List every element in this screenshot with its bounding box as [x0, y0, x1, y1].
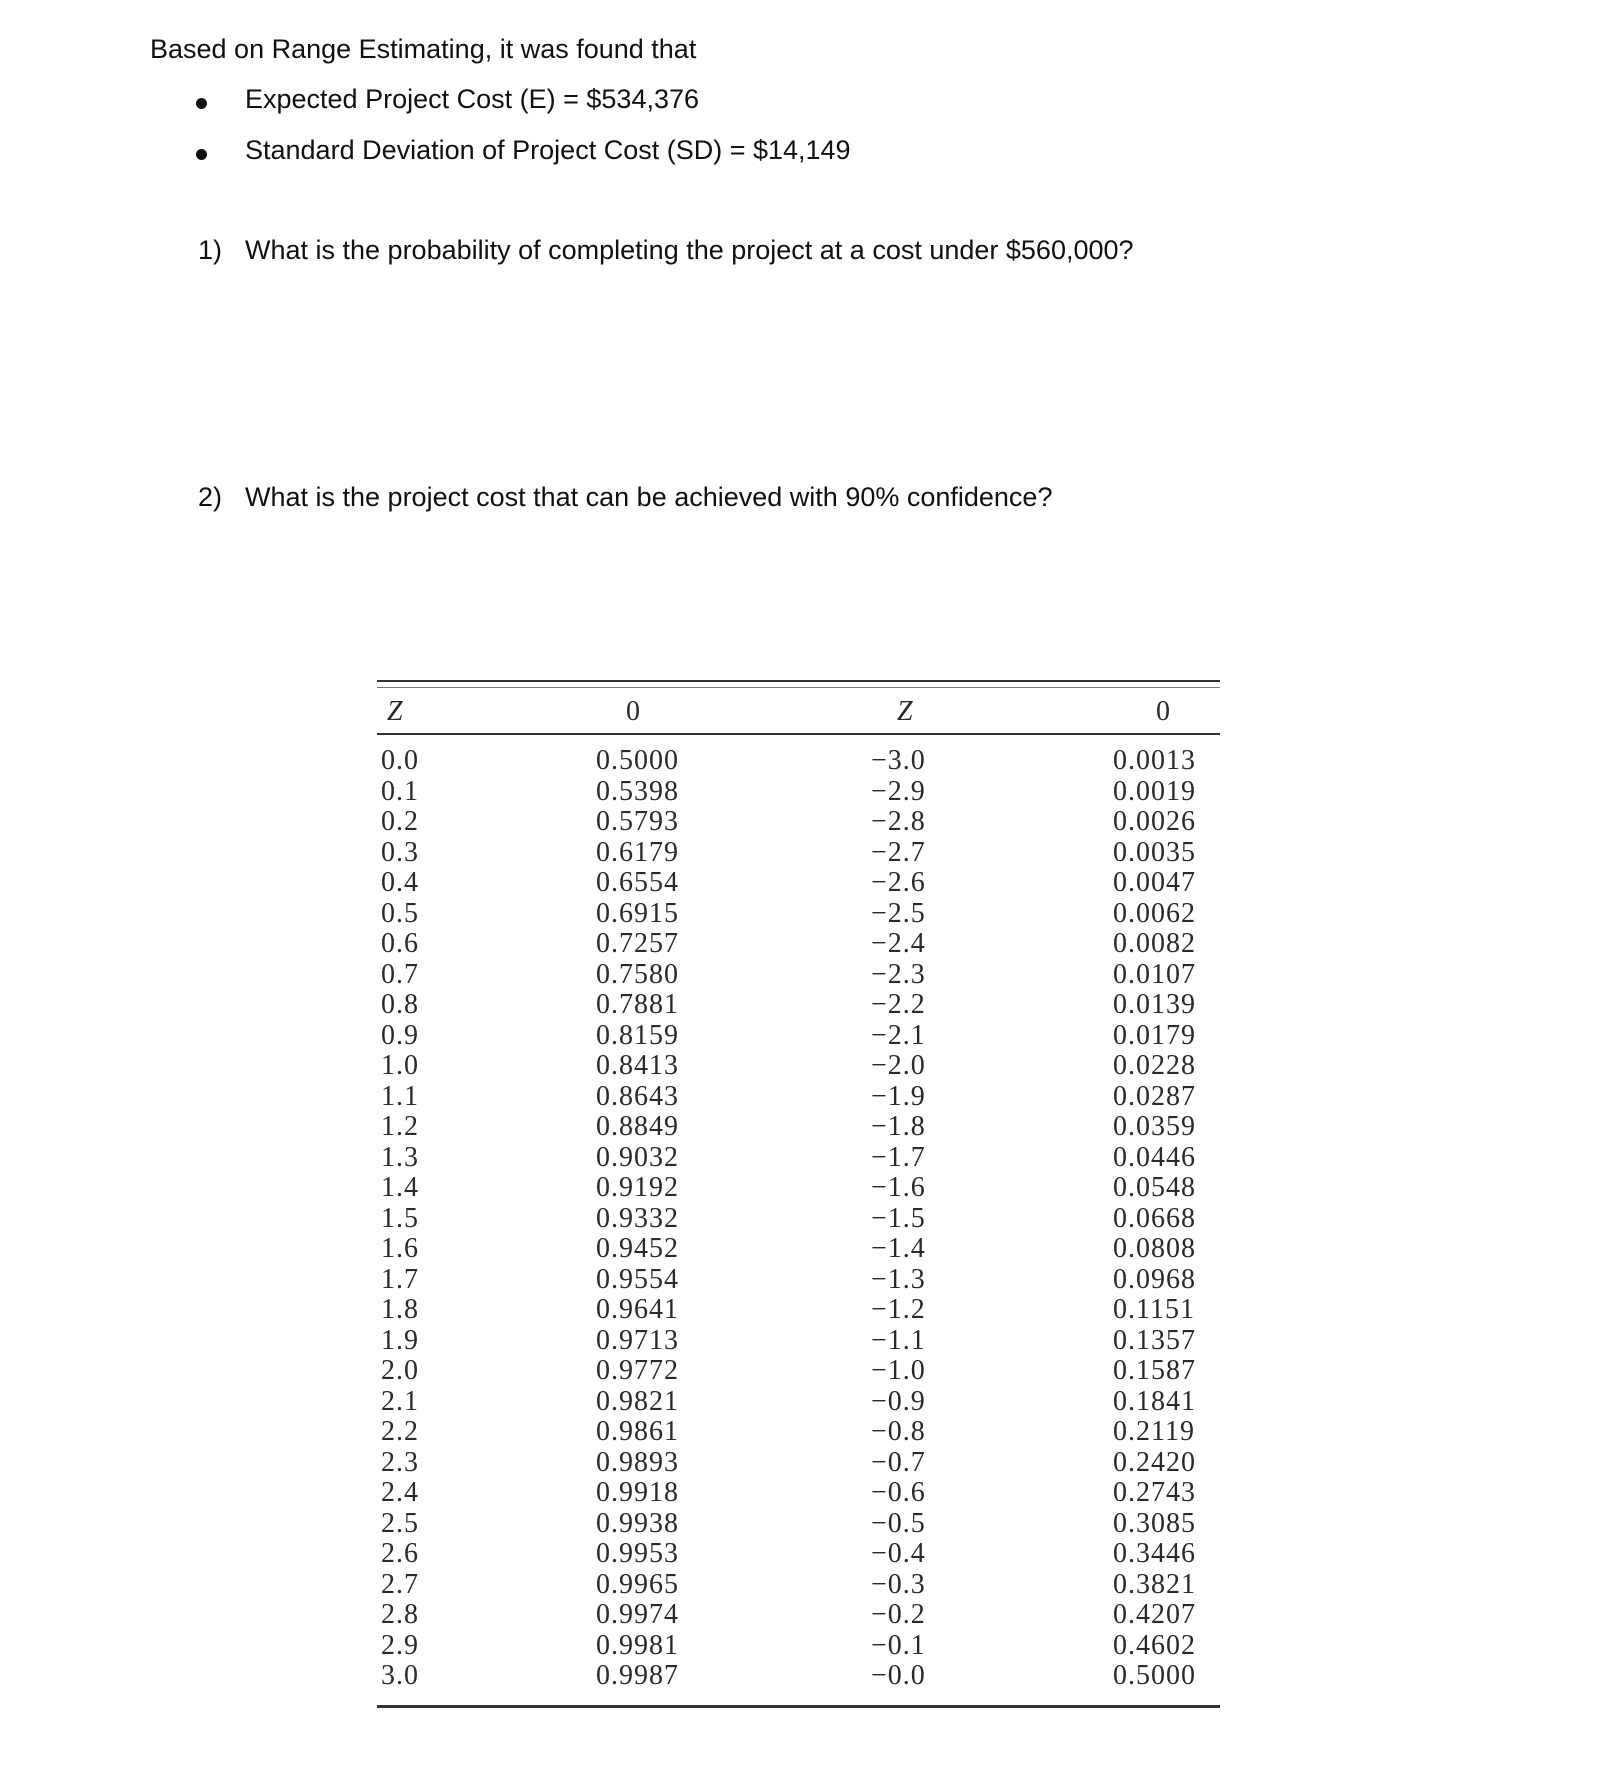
question-number: 1) [198, 235, 223, 265]
table-cell: 0.0047 [1113, 867, 1196, 898]
table-cell: −2.5 [871, 897, 926, 929]
z-table [377, 680, 1220, 1710]
table-cell: 0.4207 [1113, 1599, 1196, 1630]
table-cell: −2.0 [871, 1050, 926, 1081]
table-cell: 0.9452 [596, 1233, 679, 1264]
bullet-item-expected-cost [0, 84, 1620, 124]
table-cell: 0.5 [381, 897, 419, 929]
table-cell: −0.5 [871, 1507, 926, 1539]
table-cell: 2.9 [381, 1629, 419, 1661]
bullet-text: Standard Deviation of Project Cost (SD) = $14,149 [245, 135, 851, 165]
table-cell: 0.8849 [596, 1111, 679, 1142]
table-cell: 0.9861 [596, 1416, 679, 1447]
intro-text: Based on Range Estimating, it was found that [150, 34, 697, 64]
table-cell: 0.8 [381, 989, 419, 1020]
table-cell: −1.5 [871, 1202, 926, 1234]
table-cell: 0.9918 [596, 1477, 679, 1508]
table-cell: −2.8 [871, 806, 926, 837]
table-cell: 1.4 [381, 1172, 419, 1203]
column-z-negative [871, 746, 926, 1692]
header-probability-negative: 0 [1156, 696, 1170, 727]
table-cell: 0.7 [381, 958, 419, 990]
table-cell: 0.0107 [1113, 958, 1196, 990]
table-cell: 0.0026 [1113, 806, 1196, 837]
column-probability-negative [1113, 746, 1196, 1692]
table-cell: 0.8159 [596, 1019, 679, 1051]
table-cell: 1.0 [381, 1050, 419, 1081]
table-cell: 0.1841 [1113, 1385, 1196, 1417]
table-cell: 0.3085 [1113, 1507, 1196, 1539]
table-cell: 0.7881 [596, 989, 679, 1020]
table-cell: 0.9821 [596, 1385, 679, 1417]
table-cell: 2.2 [381, 1416, 419, 1447]
table-cell: 1.8 [381, 1294, 419, 1325]
table-cell: 0.0139 [1113, 989, 1196, 1020]
table-cell: −1.8 [871, 1111, 926, 1142]
table-cell: 0.8413 [596, 1050, 679, 1081]
table-cell: 0.3821 [1113, 1568, 1196, 1600]
table-cell: 0.6554 [596, 867, 679, 898]
bullet-item-standard-deviation [0, 135, 1620, 175]
table-cell: 0.9772 [596, 1355, 679, 1386]
table-cell: 3.0 [381, 1660, 419, 1691]
table-cell: 2.4 [381, 1477, 419, 1508]
header-z-negative: Z [897, 696, 913, 727]
table-cell: −0.2 [871, 1599, 926, 1630]
table-cell: 0.0179 [1113, 1019, 1196, 1051]
table-cell: 0.1151 [1113, 1294, 1195, 1325]
table-cell: −0.4 [871, 1538, 926, 1569]
table-cell: −1.1 [871, 1324, 926, 1356]
table-cell: −2.1 [871, 1019, 926, 1051]
table-cell: 0.2119 [1113, 1416, 1195, 1447]
table-cell: 0.3 [381, 836, 419, 868]
table-cell: 2.6 [381, 1538, 419, 1569]
table-cell: 0.7580 [596, 958, 679, 990]
bullet-dot-icon [196, 149, 207, 160]
question-text: What is the probability of completing the project at a cost under $560,000? [245, 235, 1134, 265]
table-cell: 0.0019 [1113, 775, 1196, 807]
table-cell: 0.8643 [596, 1080, 679, 1112]
table-cell: 0.5000 [596, 745, 679, 776]
table-cell: 0.3446 [1113, 1538, 1196, 1569]
question-1 [0, 235, 1620, 275]
table-cell: 0.5000 [1113, 1660, 1196, 1691]
table-cell: 2.8 [381, 1599, 419, 1630]
table-cell: −1.2 [871, 1294, 926, 1325]
table-cell: 0.9965 [596, 1568, 679, 1600]
table-cell: 0.0082 [1113, 928, 1196, 959]
column-z-positive [381, 746, 419, 1692]
table-cell: 0.6179 [596, 836, 679, 868]
question-number: 2) [198, 482, 223, 512]
question-2 [0, 482, 1620, 522]
table-cell: 0.0359 [1113, 1111, 1196, 1142]
table-cell: 0.2420 [1113, 1446, 1196, 1478]
table-cell: 0.0 [381, 745, 419, 776]
table-cell: −2.6 [871, 867, 926, 898]
table-cell: 0.0808 [1113, 1233, 1196, 1264]
table-cell: 2.0 [381, 1355, 419, 1386]
table-cell: 0.9974 [596, 1599, 679, 1630]
table-cell: 0.9554 [596, 1263, 679, 1295]
table-cell: 0.5398 [596, 775, 679, 807]
table-cell: 0.1587 [1113, 1355, 1196, 1386]
table-cell: 0.9192 [596, 1172, 679, 1203]
table-cell: 0.2743 [1113, 1477, 1196, 1508]
table-cell: −3.0 [871, 745, 926, 776]
table-cell: 0.9332 [596, 1202, 679, 1234]
table-cell: 0.1 [381, 775, 419, 807]
table-cell: −2.4 [871, 928, 926, 959]
table-cell: −1.9 [871, 1080, 926, 1112]
table-cell: 0.0062 [1113, 897, 1196, 929]
table-cell: 0.4 [381, 867, 419, 898]
table-cell: −1.3 [871, 1263, 926, 1295]
header-z-positive: Z [387, 696, 403, 727]
table-cell: −0.6 [871, 1477, 926, 1508]
table-cell: −0.0 [871, 1660, 926, 1691]
table-cell: 0.9938 [596, 1507, 679, 1539]
table-top-rule-thin [377, 687, 1220, 688]
column-probability-positive [596, 746, 679, 1692]
table-cell: 0.9032 [596, 1141, 679, 1173]
table-cell: 0.5793 [596, 806, 679, 837]
table-cell: −1.6 [871, 1172, 926, 1203]
table-cell: 0.2 [381, 806, 419, 837]
table-cell: 0.4602 [1113, 1629, 1196, 1661]
table-cell: 2.7 [381, 1568, 419, 1600]
table-cell: −1.7 [871, 1141, 926, 1173]
bullet-dot-icon [196, 98, 207, 109]
table-cell: 1.9 [381, 1324, 419, 1356]
table-cell: 0.9713 [596, 1324, 679, 1356]
table-cell: 0.0668 [1113, 1202, 1196, 1234]
table-cell: 1.3 [381, 1141, 419, 1173]
table-cell: 0.6 [381, 928, 419, 959]
table-cell: 0.0228 [1113, 1050, 1196, 1081]
table-cell: 1.1 [381, 1080, 419, 1112]
bullet-text: Expected Project Cost (E) = $534,376 [245, 84, 700, 114]
table-cell: −2.7 [871, 836, 926, 868]
table-cell: 0.9953 [596, 1538, 679, 1569]
table-cell: 1.5 [381, 1202, 419, 1234]
table-cell: −2.2 [871, 989, 926, 1020]
table-cell: 0.9987 [596, 1660, 679, 1691]
table-cell: 1.2 [381, 1111, 419, 1142]
table-cell: 1.6 [381, 1233, 419, 1264]
table-cell: 0.6915 [596, 897, 679, 929]
table-cell: 0.9641 [596, 1294, 679, 1325]
table-header-rule [377, 733, 1220, 735]
table-cell: 1.7 [381, 1263, 419, 1295]
table-cell: −0.9 [871, 1385, 926, 1417]
table-cell: 0.0446 [1113, 1141, 1196, 1173]
table-cell: −0.1 [871, 1629, 926, 1661]
table-cell: 0.7257 [596, 928, 679, 959]
table-cell: −1.4 [871, 1233, 926, 1264]
header-probability-positive: 0 [626, 696, 640, 727]
table-cell: 0.0968 [1113, 1263, 1196, 1295]
table-cell: 0.9893 [596, 1446, 679, 1478]
table-cell: 2.5 [381, 1507, 419, 1539]
table-cell: 0.0035 [1113, 836, 1196, 868]
table-cell: −2.3 [871, 958, 926, 990]
table-cell: −1.0 [871, 1355, 926, 1386]
table-cell: 0.1357 [1113, 1324, 1196, 1356]
table-cell: 0.0548 [1113, 1172, 1196, 1203]
table-cell: −0.3 [871, 1568, 926, 1600]
table-cell: 0.0287 [1113, 1080, 1196, 1112]
table-cell: −2.9 [871, 775, 926, 807]
table-cell: 0.0013 [1113, 745, 1196, 776]
table-cell: −0.8 [871, 1416, 926, 1447]
table-top-rule [377, 680, 1220, 682]
table-cell: −0.7 [871, 1446, 926, 1478]
table-cell: 0.9981 [596, 1629, 679, 1661]
table-bottom-rule [377, 1705, 1220, 1708]
question-text: What is the project cost that can be achieved with 90% confidence? [245, 482, 1053, 512]
table-cell: 2.1 [381, 1385, 419, 1417]
table-cell: 2.3 [381, 1446, 419, 1478]
table-cell: 0.9 [381, 1019, 419, 1051]
